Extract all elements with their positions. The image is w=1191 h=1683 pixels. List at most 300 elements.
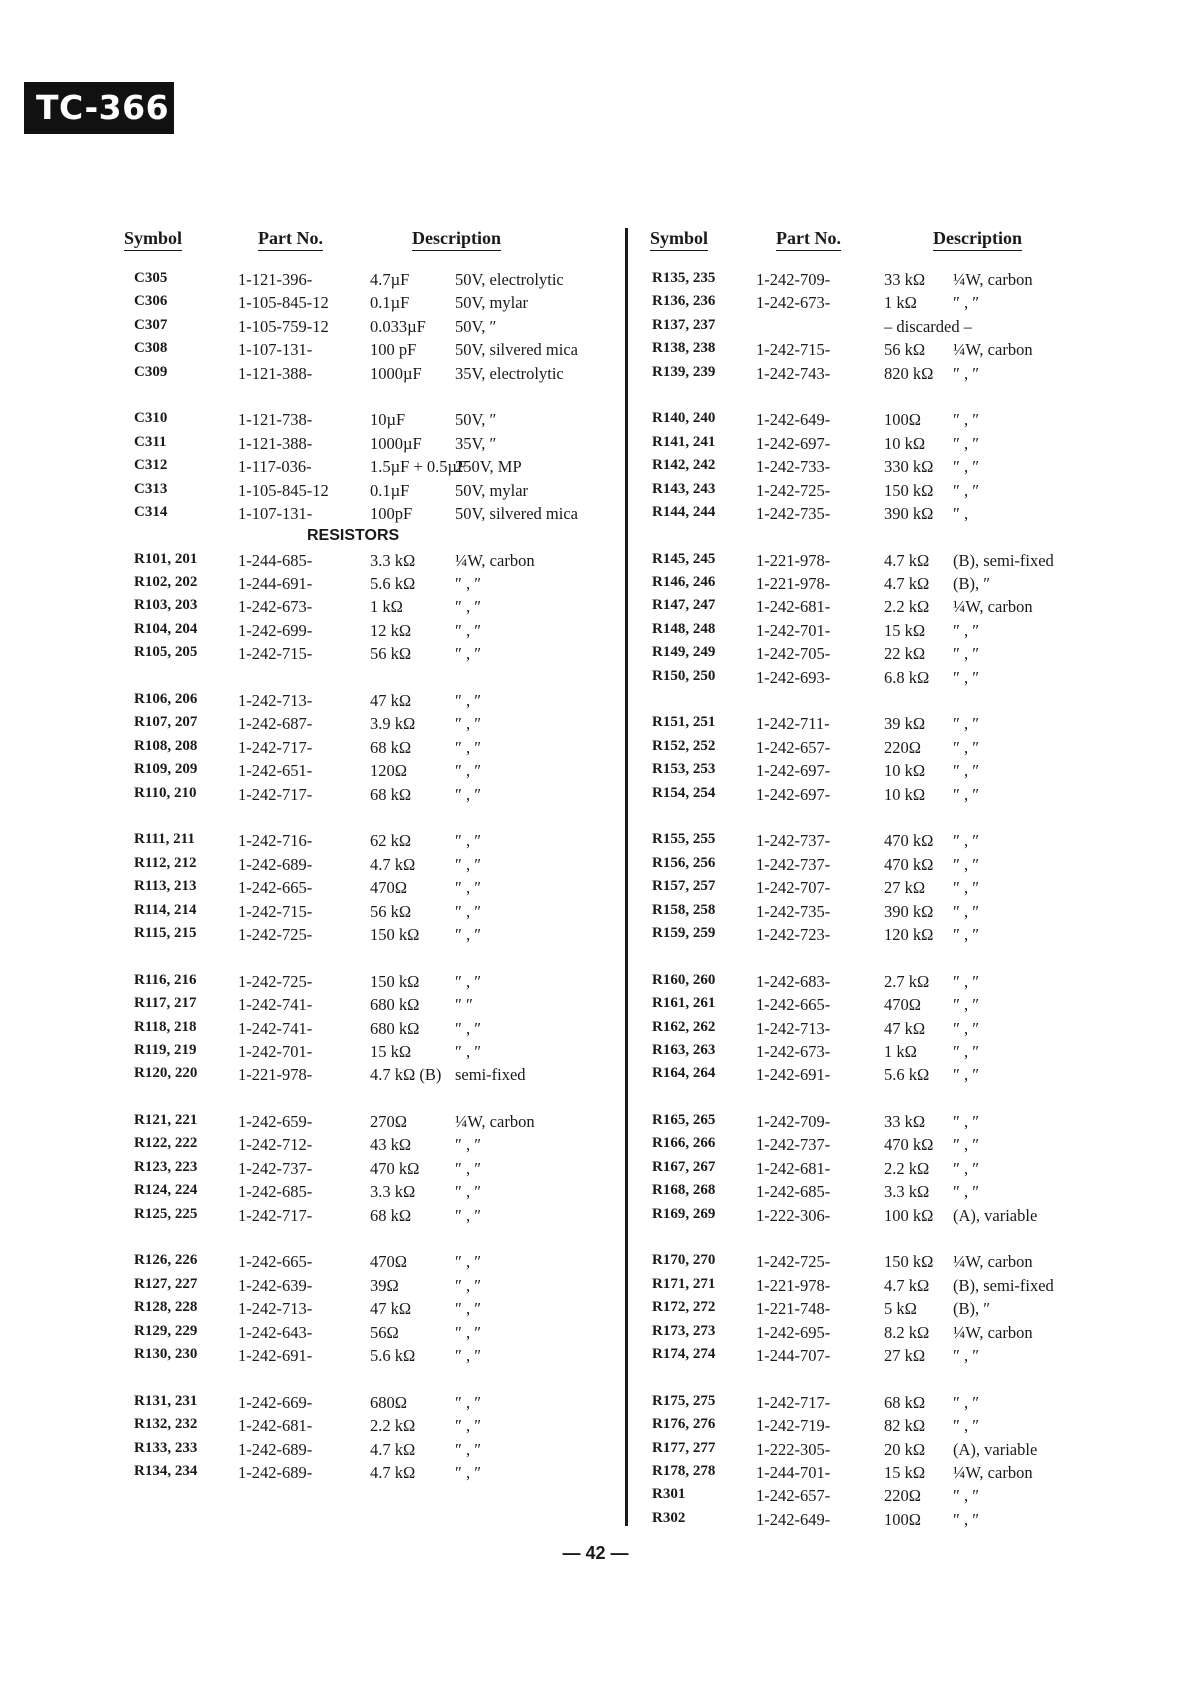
part-number: 1-242-639- [238, 1275, 313, 1295]
part-symbol: R164, 264 [652, 1065, 716, 1082]
part-value: 680 kΩ [370, 995, 420, 1015]
part-description: ″ , ″ [953, 457, 980, 477]
part-row [652, 1063, 1082, 1086]
part-description: 50V, ″ [455, 410, 497, 430]
part-row [652, 1461, 1082, 1484]
part-description: 35V, electrolytic [455, 363, 564, 383]
part-description: ″ , ″ [953, 924, 980, 944]
column-headers [124, 228, 614, 258]
part-row [134, 1017, 614, 1040]
part-value: 100 kΩ [884, 1205, 934, 1225]
part-row [652, 1180, 1082, 1203]
part-symbol: R148, 248 [652, 620, 716, 637]
part-row [652, 1274, 1082, 1297]
part-value: 3.9 kΩ [370, 714, 416, 734]
part-row [134, 993, 614, 1016]
part-row [134, 455, 614, 478]
part-symbol: R149, 249 [652, 644, 716, 661]
part-description: ″ , ″ [455, 737, 482, 757]
part-description: ″ , ″ [455, 901, 482, 921]
part-description: ″ , ″ [455, 784, 482, 804]
part-description: ¼W, carbon [953, 1252, 1033, 1272]
part-symbol: R109, 209 [134, 761, 198, 778]
part-number: 1-242-737- [238, 1158, 313, 1178]
part-row [652, 1157, 1082, 1180]
row-spacer [134, 946, 614, 969]
part-symbol: R141, 241 [652, 433, 716, 450]
part-row [134, 900, 614, 923]
part-number: 1-242-699- [238, 620, 313, 640]
part-description: ″ , ″ [455, 924, 482, 944]
part-value: 150 kΩ [370, 971, 420, 991]
part-value: 4.7 kΩ [370, 1462, 416, 1482]
part-description: ″ , ″ [953, 1416, 980, 1436]
part-value: 12 kΩ [370, 620, 412, 640]
part-row [652, 408, 1082, 431]
part-value: 39Ω [370, 1275, 399, 1295]
part-value: 39 kΩ [884, 714, 926, 734]
part-symbol: R129, 229 [134, 1322, 198, 1339]
part-symbol: R135, 235 [652, 270, 716, 286]
part-value: 15 kΩ [884, 620, 926, 640]
part-row [652, 1391, 1082, 1414]
left-rows [134, 268, 614, 1484]
part-description: ″ , ″ [953, 644, 980, 664]
row-spacer [134, 1227, 614, 1250]
part-description: ″ , ″ [455, 1041, 482, 1061]
part-description: ″ , ″ [455, 761, 482, 781]
part-symbol: R104, 204 [134, 620, 198, 637]
part-symbol: C311 [134, 433, 167, 450]
part-description: ″ , ″ [455, 714, 482, 734]
part-symbol: R107, 207 [134, 714, 198, 731]
part-row [652, 291, 1082, 314]
page-number: — 42 — [562, 1543, 629, 1563]
part-number: 1-242-741- [238, 1018, 313, 1038]
part-value: – discarded – [884, 316, 972, 336]
part-number: 1-242-711- [756, 714, 830, 734]
part-description: ″ , ″ [455, 597, 482, 617]
part-symbol: R156, 256 [652, 854, 716, 871]
part-row [134, 736, 614, 759]
part-value: 56 kΩ [884, 340, 926, 360]
row-spacer [652, 689, 1082, 712]
part-row [134, 315, 614, 338]
part-number: 1-242-707- [756, 878, 831, 898]
header-description: Description [933, 228, 1022, 251]
part-description: ¼W, carbon [953, 1322, 1033, 1342]
part-symbol: R173, 273 [652, 1322, 716, 1339]
part-number: 1-242-665- [238, 878, 313, 898]
part-row [652, 1344, 1082, 1367]
part-number: 1-242-665- [756, 995, 831, 1015]
part-value: 2.2 kΩ [884, 1158, 930, 1178]
part-description: ″ , ″ [953, 901, 980, 921]
part-value: 4.7 kΩ [884, 1275, 930, 1295]
part-number: 1-242-681- [238, 1416, 313, 1436]
part-description: 50V, mylar [455, 293, 529, 313]
part-row [652, 900, 1082, 923]
part-symbol: R145, 245 [652, 550, 716, 567]
part-value: 150 kΩ [884, 1252, 934, 1272]
part-symbol: R105, 205 [134, 644, 198, 661]
part-number: 1-242-737- [756, 831, 831, 851]
part-value: 3.3 kΩ [370, 1182, 416, 1202]
part-description: ″ , ″ [953, 714, 980, 734]
part-description: ″ , ″ [455, 1182, 482, 1202]
part-value: 10 kΩ [884, 784, 926, 804]
part-value: 1 kΩ [884, 1041, 917, 1061]
part-description: ″ , ″ [953, 293, 980, 313]
part-value: 1.5µF + 0.5µF [370, 457, 467, 477]
part-row [652, 572, 1082, 595]
part-number: 1-242-695- [756, 1322, 831, 1342]
part-row [134, 1250, 614, 1273]
part-value: 56Ω [370, 1322, 399, 1342]
part-number: 1-121-388- [238, 363, 313, 383]
part-row [652, 1133, 1082, 1156]
part-number: 1-221-978- [756, 550, 831, 570]
part-number: 1-221-978- [238, 1065, 313, 1085]
part-symbol: R163, 263 [652, 1041, 716, 1058]
part-row [134, 759, 614, 782]
part-value: 470 kΩ [884, 1135, 934, 1155]
part-symbol: R138, 238 [652, 340, 716, 357]
part-description: 50V, ″ [455, 316, 497, 336]
part-row [134, 1063, 614, 1086]
part-value: 470Ω [884, 995, 922, 1015]
column-headers [652, 228, 1082, 258]
part-description: ″ , [953, 503, 969, 523]
part-symbol: C305 [134, 270, 168, 286]
part-number: 1-105-845-12 [238, 480, 329, 500]
header-part-no: Part No. [776, 228, 841, 251]
part-number: 1-221-978- [756, 574, 831, 594]
row-spacer [134, 666, 614, 689]
part-value: 1000µF [370, 363, 422, 383]
part-value: 4.7 kΩ [884, 550, 930, 570]
part-description: ″ ″ [455, 995, 473, 1015]
part-number: 1-242-657- [756, 737, 831, 757]
part-row [134, 689, 614, 712]
part-description: ″ , ″ [455, 1322, 482, 1342]
part-symbol: R162, 262 [652, 1018, 716, 1035]
part-row [134, 619, 614, 642]
part-symbol: C313 [134, 480, 168, 497]
part-value: 56 kΩ [370, 901, 412, 921]
part-symbol: R147, 247 [652, 597, 716, 614]
part-symbol: R126, 226 [134, 1252, 198, 1269]
section-heading-label: RESISTORS [307, 527, 400, 545]
part-number: 1-242-717- [238, 1205, 313, 1225]
part-value: 82 kΩ [884, 1416, 926, 1436]
part-symbol: R152, 252 [652, 737, 716, 754]
part-value: 3.3 kΩ [370, 550, 416, 570]
part-number: 1-242-685- [756, 1182, 831, 1202]
part-row [134, 362, 614, 385]
part-description: ″ , ″ [953, 1112, 980, 1132]
part-description: ″ , ″ [455, 1158, 482, 1178]
part-value: 6.8 kΩ [884, 667, 930, 687]
part-symbol: C312 [134, 457, 168, 474]
part-symbol: R115, 215 [134, 924, 197, 941]
part-value: 330 kΩ [884, 457, 934, 477]
part-row [652, 783, 1082, 806]
part-value: 100Ω [884, 1509, 922, 1529]
part-row [652, 1297, 1082, 1320]
part-number: 1-242-737- [756, 1135, 831, 1155]
row-spacer [134, 385, 614, 408]
part-number: 1-244-691- [238, 574, 313, 594]
part-symbol: R124, 224 [134, 1182, 198, 1199]
part-row [134, 1133, 614, 1156]
part-number: 1-242-643- [238, 1322, 313, 1342]
part-row [134, 876, 614, 899]
row-spacer [652, 1087, 1082, 1110]
part-symbol: R146, 246 [652, 574, 716, 591]
part-row [134, 1274, 614, 1297]
part-number: 1-242-716- [238, 831, 313, 851]
part-symbol: R120, 220 [134, 1065, 198, 1082]
part-row [134, 1204, 614, 1227]
part-value: 1000µF [370, 433, 422, 453]
part-row [652, 642, 1082, 665]
part-symbol: R136, 236 [652, 293, 716, 310]
row-spacer [134, 806, 614, 829]
part-number: 1-242-725- [238, 971, 313, 991]
part-value: 33 kΩ [884, 270, 926, 289]
part-row [652, 853, 1082, 876]
part-symbol: R122, 222 [134, 1135, 198, 1152]
part-description: ″ , ″ [953, 433, 980, 453]
part-symbol: C309 [134, 363, 168, 380]
part-value: 33 kΩ [884, 1112, 926, 1132]
part-number: 1-242-681- [756, 1158, 831, 1178]
part-symbol: R153, 253 [652, 761, 716, 778]
part-number: 1-242-725- [238, 924, 313, 944]
part-value: 100 pF [370, 340, 417, 360]
part-number: 1-244-685- [238, 550, 313, 570]
part-description: ″ , ″ [953, 363, 980, 383]
part-symbol: R131, 231 [134, 1392, 198, 1409]
part-symbol: R169, 269 [652, 1205, 716, 1222]
part-row [134, 268, 614, 291]
part-row [134, 1414, 614, 1437]
part-value: 15 kΩ [884, 1462, 926, 1482]
part-value: 47 kΩ [370, 1299, 412, 1319]
part-symbol: R119, 219 [134, 1041, 197, 1058]
part-description: ″ , ″ [953, 784, 980, 804]
part-description: ″ , ″ [455, 971, 482, 991]
part-row [134, 479, 614, 502]
part-value: 4.7 kΩ [370, 854, 416, 874]
part-number: 1-242-697- [756, 784, 831, 804]
part-number: 1-242-649- [756, 1509, 831, 1529]
part-symbol: R160, 260 [652, 971, 716, 988]
part-symbol: R139, 239 [652, 363, 716, 380]
part-number: 1-242-713- [756, 1018, 831, 1038]
part-description: ″ , ″ [455, 854, 482, 874]
part-row [652, 923, 1082, 946]
part-number: 1-222-305- [756, 1439, 831, 1459]
part-value: 68 kΩ [370, 784, 412, 804]
part-symbol: R170, 270 [652, 1252, 716, 1269]
part-number: 1-244-707- [756, 1345, 831, 1365]
part-value: 470 kΩ [370, 1158, 420, 1178]
part-description: ¼W, carbon [455, 1112, 535, 1132]
part-symbol: R134, 234 [134, 1462, 198, 1479]
part-value: 2.2 kΩ [370, 1416, 416, 1436]
part-row [652, 712, 1082, 735]
part-row [652, 1204, 1082, 1227]
part-number: 1-244-701- [756, 1462, 831, 1482]
part-description: ¼W, carbon [953, 270, 1033, 289]
row-spacer [652, 806, 1082, 829]
part-description: (B), ″ [953, 1299, 991, 1319]
part-symbol: R140, 240 [652, 410, 716, 427]
part-number: 1-242-735- [756, 901, 831, 921]
part-value: 820 kΩ [884, 363, 934, 383]
part-number: 1-242-715- [238, 901, 313, 921]
part-symbol: R166, 266 [652, 1135, 716, 1152]
part-row [652, 1321, 1082, 1344]
model-tag: TC-366 [24, 82, 174, 134]
part-value: 680Ω [370, 1392, 408, 1412]
part-description: ¼W, carbon [953, 340, 1033, 360]
part-symbol: R176, 276 [652, 1416, 716, 1433]
part-value: 0.1µF [370, 480, 410, 500]
part-value: 68 kΩ [370, 1205, 412, 1225]
part-description: ″ , ″ [953, 1392, 980, 1412]
part-row [134, 853, 614, 876]
part-number: 1-242-659- [238, 1112, 313, 1132]
part-value: 68 kΩ [884, 1392, 926, 1412]
row-spacer [134, 1367, 614, 1390]
part-number: 1-242-649- [756, 410, 831, 430]
part-symbol: R301 [652, 1486, 686, 1503]
part-value: 47 kΩ [884, 1018, 926, 1038]
part-value: 5.6 kΩ [370, 1345, 416, 1365]
part-value: 10µF [370, 410, 406, 430]
part-description: ″ , ″ [455, 691, 482, 711]
part-row [134, 595, 614, 618]
part-description: ″ , ″ [455, 1439, 482, 1459]
part-symbol: R128, 228 [134, 1299, 198, 1316]
part-description: (B), ″ [953, 574, 991, 594]
part-description: ″ , ″ [455, 1462, 482, 1482]
part-row [652, 362, 1082, 385]
part-row [652, 595, 1082, 618]
part-value: 100pF [370, 503, 413, 523]
part-number: 1-242-715- [238, 644, 313, 664]
section-heading [134, 525, 614, 548]
header-symbol: Symbol [650, 228, 708, 251]
row-spacer [652, 525, 1082, 548]
part-number: 1-105-845-12 [238, 293, 329, 313]
part-row [652, 479, 1082, 502]
header-description: Description [412, 228, 501, 251]
part-number: 1-242-685- [238, 1182, 313, 1202]
part-symbol: R157, 257 [652, 878, 716, 895]
part-value: 220Ω [884, 737, 922, 757]
part-row [134, 291, 614, 314]
part-value: 120Ω [370, 761, 408, 781]
part-description: (B), semi-fixed [953, 550, 1054, 570]
part-description: ″ , ″ [953, 1135, 980, 1155]
part-value: 15 kΩ [370, 1041, 412, 1061]
part-description: ″ , ″ [455, 1416, 482, 1436]
part-number: 1-242-687- [238, 714, 313, 734]
part-description: ″ , ″ [455, 1018, 482, 1038]
part-number: 1-242-715- [756, 340, 831, 360]
part-value: 150 kΩ [370, 924, 420, 944]
part-number: 1-242-725- [756, 1252, 831, 1272]
part-row [134, 1297, 614, 1320]
part-row [652, 736, 1082, 759]
part-description: ″ , ″ [455, 1345, 482, 1365]
part-number: 1-242-717- [238, 737, 313, 757]
part-row [134, 1391, 614, 1414]
parts-list-right [652, 228, 1082, 1531]
part-number: 1-242-673- [756, 1041, 831, 1061]
part-row [652, 666, 1082, 689]
part-description: ″ , ″ [455, 644, 482, 664]
part-description: ″ , ″ [455, 1275, 482, 1295]
part-row [652, 876, 1082, 899]
part-row [134, 829, 614, 852]
part-description: ″ , ″ [953, 1509, 980, 1529]
part-value: 680 kΩ [370, 1018, 420, 1038]
part-symbol: R168, 268 [652, 1182, 716, 1199]
part-number: 1-242-717- [756, 1392, 831, 1412]
part-value: 20 kΩ [884, 1439, 926, 1459]
part-description: ″ , ″ [455, 1392, 482, 1412]
part-description: ″ , ″ [953, 1158, 980, 1178]
part-value: 1 kΩ [884, 293, 917, 313]
part-row [134, 970, 614, 993]
part-value: 270Ω [370, 1112, 408, 1132]
part-symbol: R150, 250 [652, 667, 716, 684]
part-number: 1-242-669- [238, 1392, 313, 1412]
part-description: ″ , ″ [953, 761, 980, 781]
part-description: 50V, silvered mica [455, 503, 578, 523]
part-value: 43 kΩ [370, 1135, 412, 1155]
part-number: 1-242-713- [238, 1299, 313, 1319]
part-number: 1-242-665- [238, 1252, 313, 1272]
part-description: ″ , ″ [953, 995, 980, 1015]
part-symbol: R155, 255 [652, 831, 716, 848]
part-description: ″ , ″ [953, 620, 980, 640]
part-symbol: R110, 210 [134, 784, 197, 801]
part-row [134, 549, 614, 572]
part-description: (B), semi-fixed [953, 1275, 1054, 1295]
row-spacer [652, 946, 1082, 969]
part-number: 1-242-737- [756, 854, 831, 874]
part-description: 250V, MP [455, 457, 522, 477]
part-value: 0.1µF [370, 293, 410, 313]
part-description: ″ , ″ [455, 1205, 482, 1225]
part-description: 35V, ″ [455, 433, 497, 453]
part-row [652, 432, 1082, 455]
part-row [134, 642, 614, 665]
part-symbol: R125, 225 [134, 1205, 198, 1222]
part-row [134, 783, 614, 806]
part-value: 100Ω [884, 410, 922, 430]
part-symbol: R151, 251 [652, 714, 716, 731]
part-symbol: R161, 261 [652, 995, 716, 1012]
part-number: 1-117-036- [238, 457, 312, 477]
part-number: 1-121-738- [238, 410, 313, 430]
